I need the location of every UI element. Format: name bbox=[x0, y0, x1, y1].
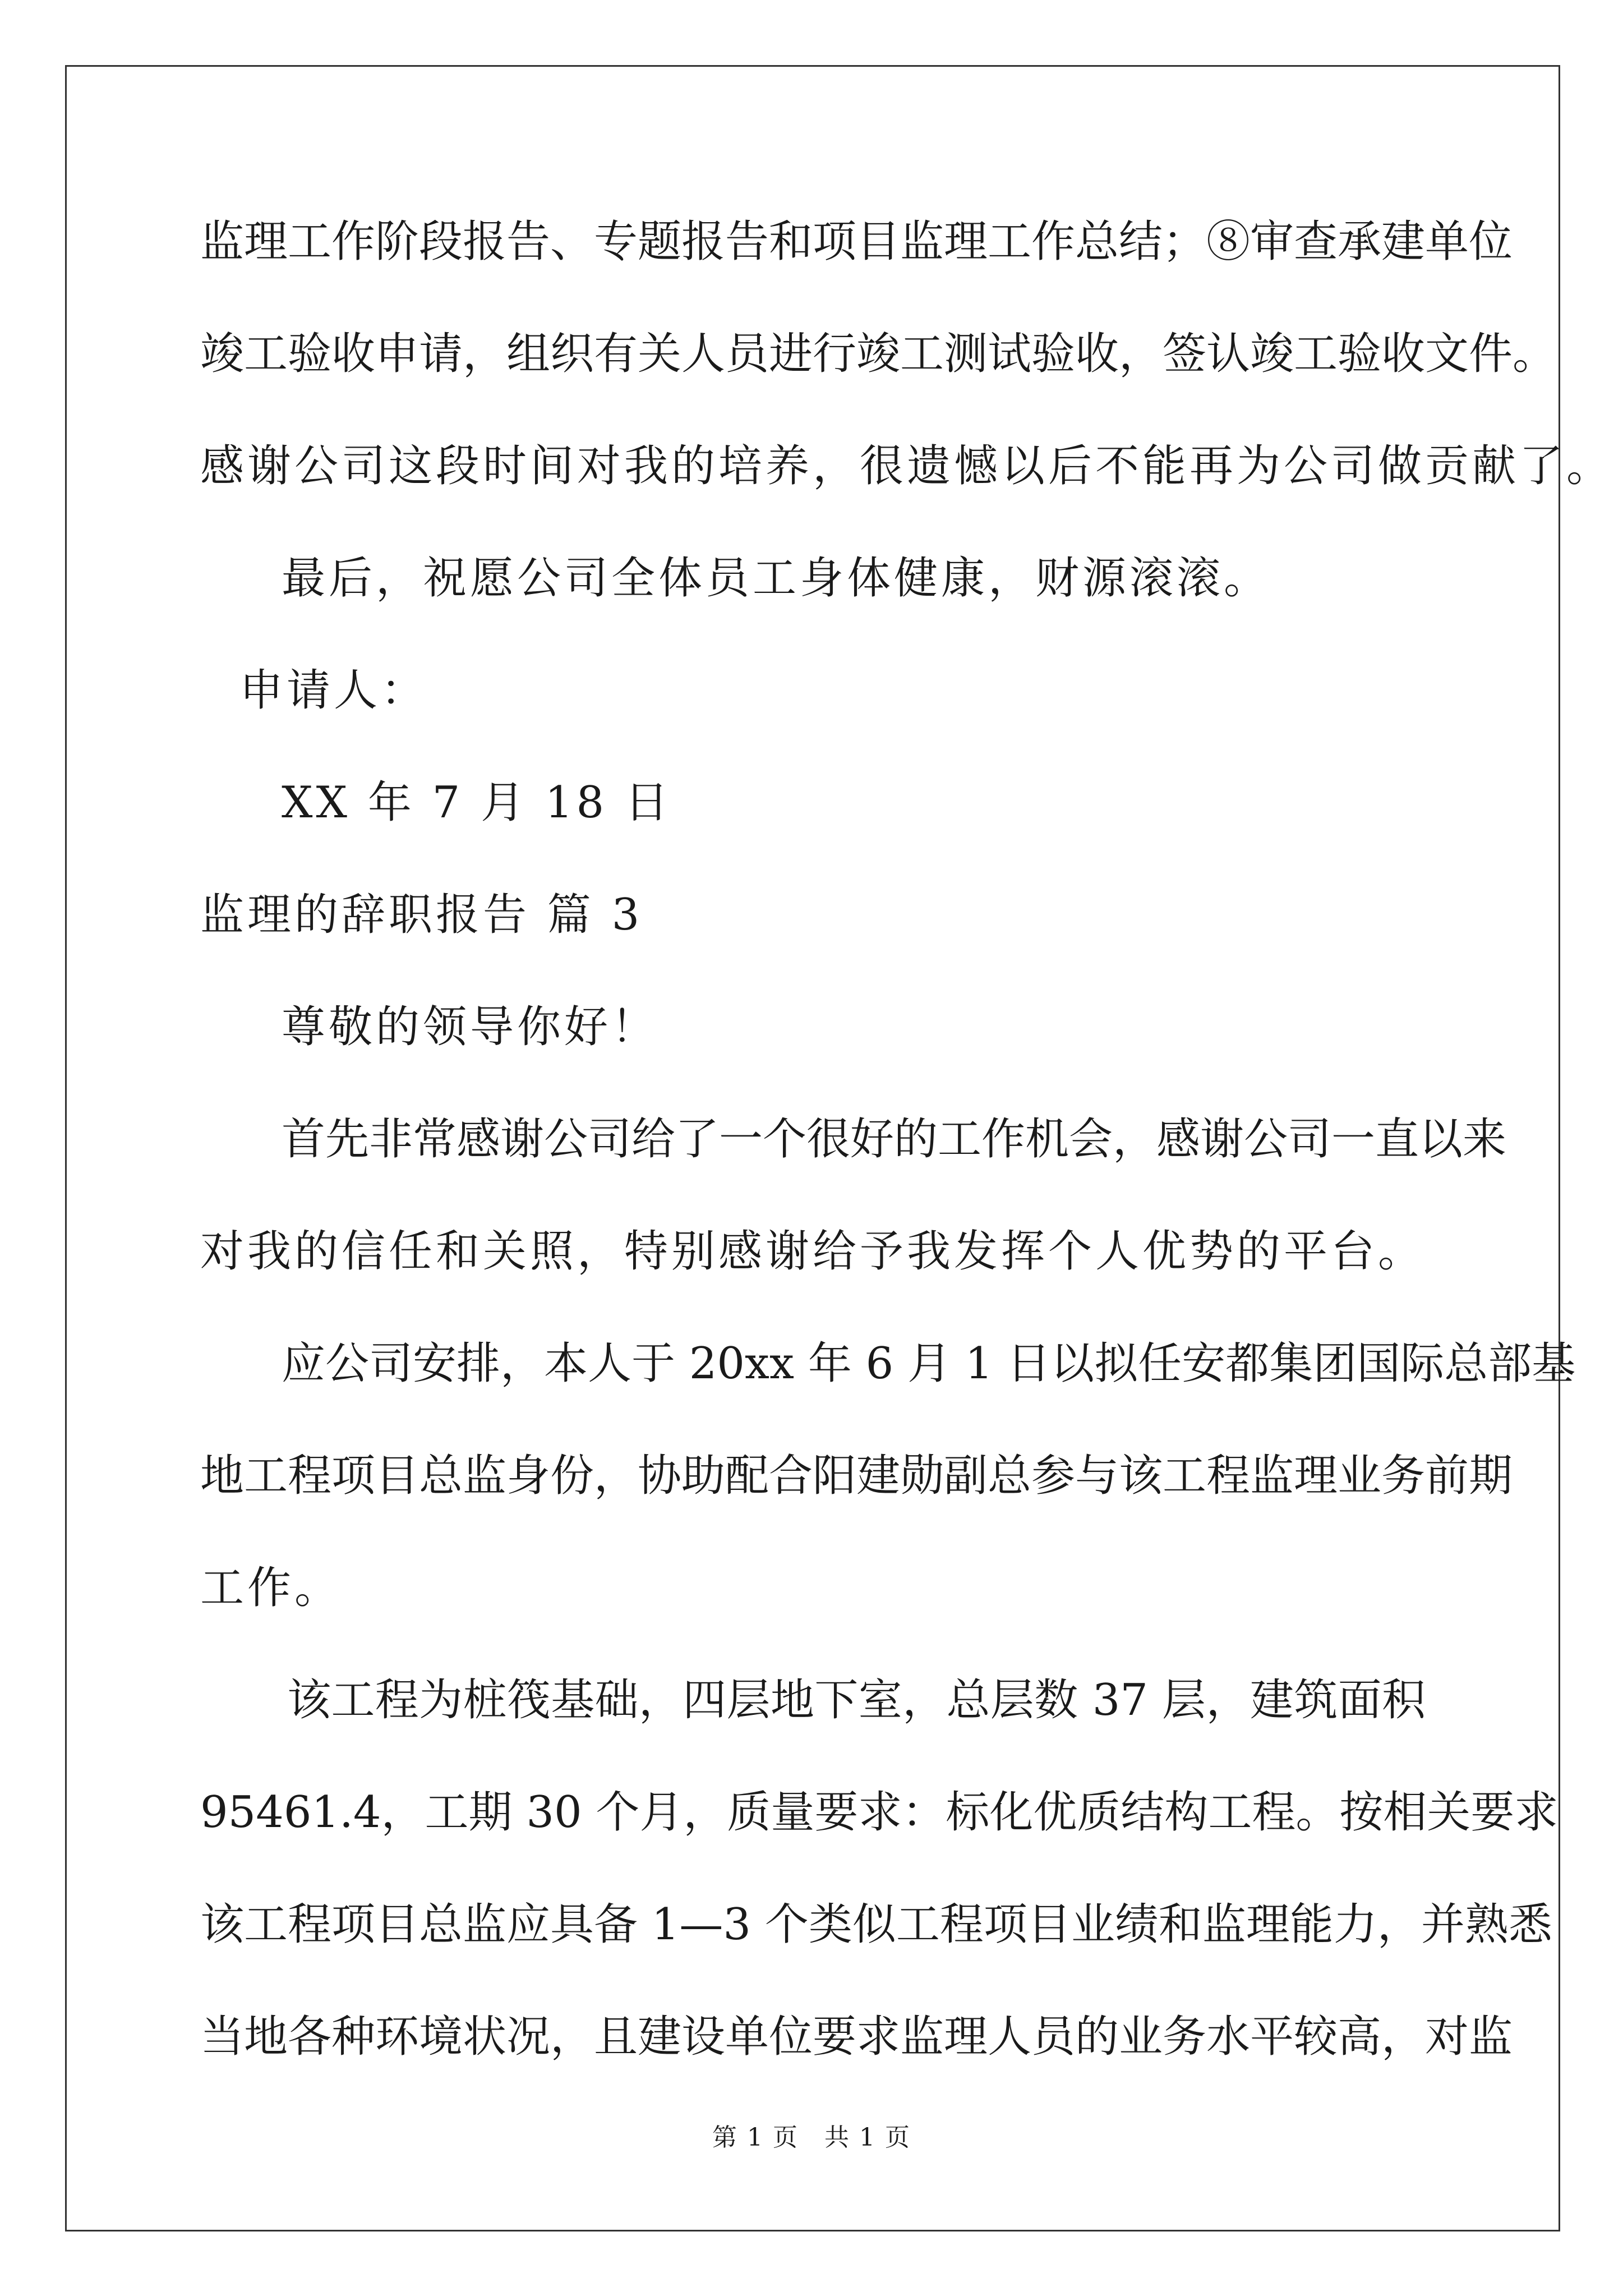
text-line-2: 竣工验收申请，组织有关人员进行竣工测试验收，签认竣工验收文件。 bbox=[200, 329, 1557, 379]
text-line-17: 当地各种环境状况，且建设单位要求监理人员的业务水平较高，对监 bbox=[200, 2012, 1513, 2062]
page-number-footer: 第 1 页 共 1 页 bbox=[712, 2123, 911, 2152]
text-line-13: 工作。 bbox=[200, 1563, 342, 1613]
text-line-14: 该工程为桩筏基础，四层地下室，总层数 37 层，建筑面积 bbox=[287, 1675, 1426, 1726]
salutation: 尊敬的领导你好！ bbox=[282, 1002, 659, 1052]
text-line-9: 首先非常感谢公司给了一个很好的工作机会，感谢公司一直以来 bbox=[282, 1114, 1507, 1165]
text-line-3: 感谢公司这段时间对我的培养，很遗憾以后不能再为公司做贡献了。 bbox=[200, 441, 1614, 491]
date-line: XX 年 7 月 18 日 bbox=[282, 777, 672, 828]
text-line-4: 最后，祝愿公司全体员工身体健康，财源滚滚。 bbox=[282, 553, 1271, 604]
section-heading: 监理的辞职报告 篇 3 bbox=[200, 890, 643, 940]
text-line-16: 该工程项目总监应具备 1—3 个类似工程项目业绩和监理能力，并熟悉 bbox=[200, 1899, 1552, 1950]
text-line-1: 监理工作阶段报告、专题报告和项目监理工作总结；⑧审查承建单位 bbox=[200, 217, 1513, 267]
text-line-15: 95461.4，工期 30 个月，质量要求：标化优质结构工程。按相关要求 bbox=[200, 1787, 1559, 1838]
text-line-12: 地工程项目总监身份，协助配合阳建勋副总参与该工程监理业务前期 bbox=[200, 1451, 1513, 1501]
text-line-10: 对我的信任和关照，特别感谢给予我发挥个人优势的平台。 bbox=[200, 1226, 1426, 1277]
signature-label: 申请人： bbox=[239, 665, 428, 716]
text-line-11: 应公司安排，本人于 20xx 年 6 月 1 日以拟任安都集团国际总部基 bbox=[282, 1338, 1576, 1389]
